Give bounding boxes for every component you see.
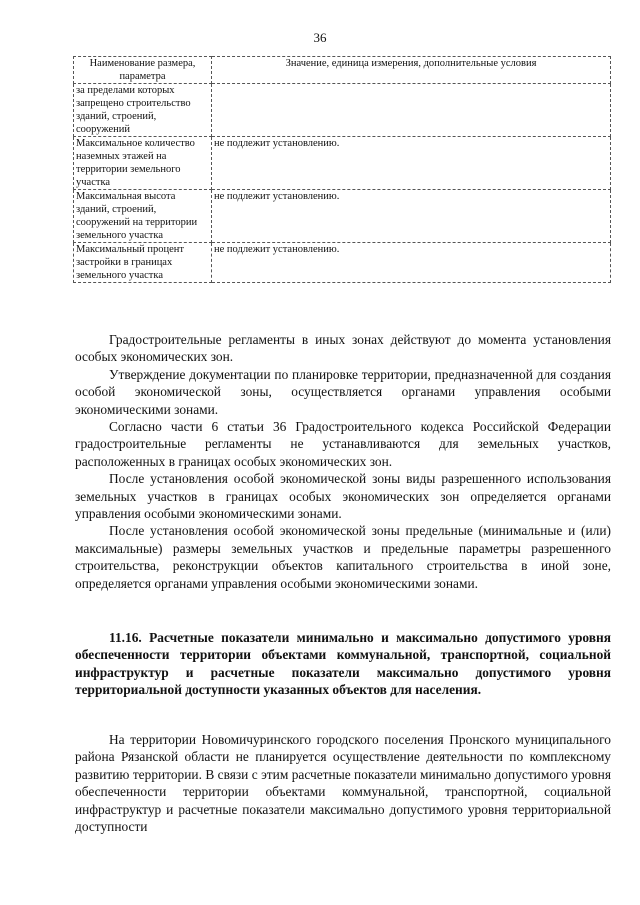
row-param: Максимальная высота зданий, строений, сооружений на территории земельного участка bbox=[74, 190, 212, 243]
header-param: Наименование размера, параметра bbox=[74, 57, 212, 84]
paragraph: После установления особой экономической зоны виды разрешенного использования земельных участков в границах особых экономических зон определяется органами управления особыми экономическими зонами. bbox=[75, 471, 611, 522]
body-text bbox=[75, 331, 611, 592]
table-row bbox=[74, 84, 611, 137]
page-number: 36 bbox=[313, 30, 327, 45]
header-value: Значение, единица измерения, дополнительные условия bbox=[212, 57, 611, 84]
table-row bbox=[74, 190, 611, 243]
paragraph: Согласно части 6 статьи 36 Градостроительного кодекса Российской Федерации градостроительные регламенты не устанавливаются для земельных участков, расположенных в границах особых экономических зон. bbox=[75, 419, 611, 469]
row-param: Максимальный процент застройки в границах земельного участка bbox=[74, 243, 212, 283]
section-body bbox=[75, 731, 611, 835]
table-row bbox=[74, 243, 611, 283]
row-value bbox=[212, 84, 611, 137]
row-value: не подлежит установлению. bbox=[212, 243, 611, 283]
table-row bbox=[74, 137, 611, 190]
row-value: не подлежит установлению. bbox=[212, 137, 611, 190]
row-param: Максимальное количество наземных этажей на территории земельного участка bbox=[74, 137, 212, 190]
section-heading: 11.16. Расчетные показатели минимально и максимально допустимого уровня обеспеченности территории объектами коммунальной, транспортной, социальной инфраструктур и расчетные показатели максимально допустимого уровня территориальной доступности указанных объектов для населения. bbox=[75, 630, 611, 698]
paragraph: На территории Новомичуринского городского поселения Пронского муниципального района Рязанской области не планируется осуществление деятельности по комплексному развитию территории. В связи с этим расчетные показатели минимально допустимого уровня обеспеченности территории объектами коммунальной, транспортной, социальной инфраструктур и расчетные показатели максимально допустимого уровня территориальной доступности bbox=[75, 732, 611, 835]
paragraph: После установления особой экономической зоны предельные (минимальные и (или) максимальные) размеры земельных участков и предельные параметры разрешенного строительства, реконструкции объектов капитального строительства в иной зоне, определяется органами управления особыми экономическими зонами. bbox=[75, 523, 611, 591]
paragraph: Утверждение документации по планировке территории, предназначенной для создания особой экономической зоны, осуществляется органами управления особыми экономическими зонами. bbox=[75, 366, 611, 417]
row-param: за пределами которых запрещено строительство зданий, строений, сооружений bbox=[74, 84, 212, 137]
row-value: не подлежит установлению. bbox=[212, 190, 611, 243]
table-header-row bbox=[74, 57, 611, 84]
parameters-table bbox=[73, 56, 611, 283]
section bbox=[75, 629, 611, 699]
paragraph: Градостроительные регламенты в иных зонах действуют до момента установления особых экономических зон. bbox=[75, 332, 611, 365]
